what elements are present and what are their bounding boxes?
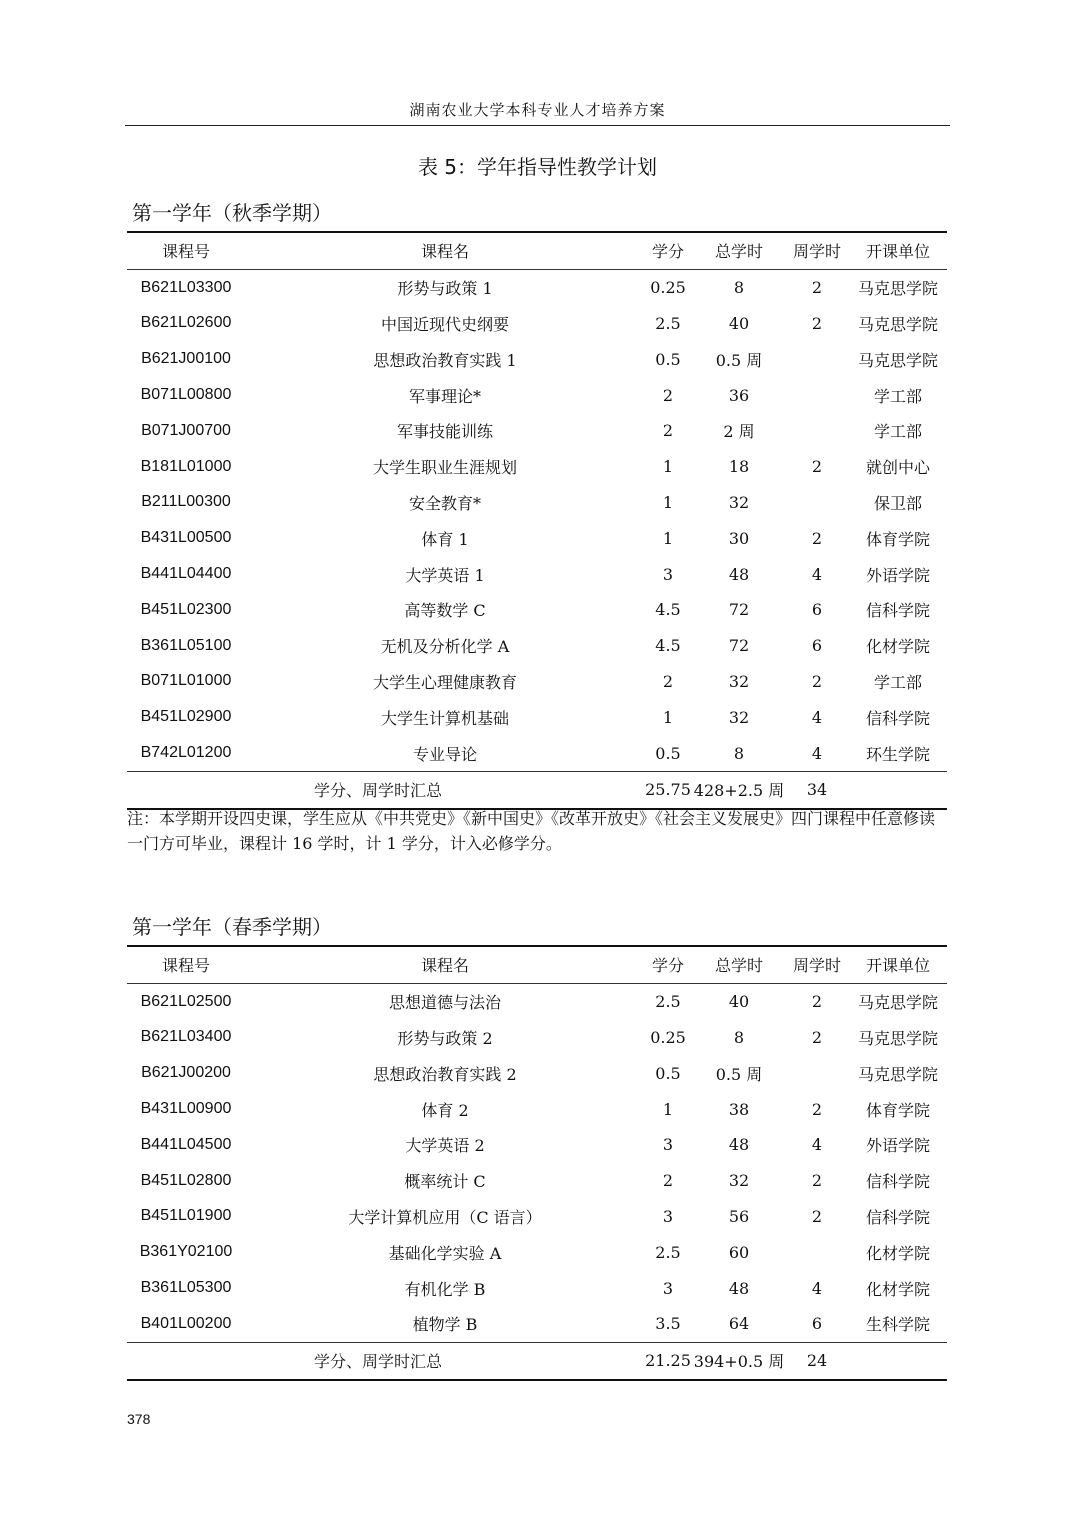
course-weekly-hours: 4 xyxy=(811,707,823,727)
course-unit: 信科学院 xyxy=(865,708,930,728)
course-total-hours: 38 xyxy=(728,1099,750,1119)
course-name: 体育 2 xyxy=(421,1100,469,1120)
course-credit: 1 xyxy=(662,1099,674,1119)
course-weekly-hours: 6 xyxy=(811,636,823,656)
course-weekly-hours xyxy=(779,341,855,377)
table-caption: 表 5：学年指导性教学计划 xyxy=(417,155,658,179)
course-weekly-hours xyxy=(779,413,855,449)
course-code: B621L03300 xyxy=(140,278,232,296)
course-weekly-hours xyxy=(779,377,855,413)
course-unit: 马克思学院 xyxy=(857,314,938,334)
course-credit: 1 xyxy=(662,528,674,548)
summary-weekly-hours: 24 xyxy=(806,1351,828,1371)
course-credit: 3 xyxy=(662,1278,674,1298)
table-row xyxy=(127,592,947,628)
course-total-hours: 2 周 xyxy=(723,422,755,442)
course-total-hours: 0.5 周 xyxy=(715,1064,763,1084)
column-header-total-hours: 总学时 xyxy=(714,956,763,976)
table-header-row xyxy=(127,947,947,983)
course-total-hours: 56 xyxy=(728,1206,750,1226)
course-code: B621L02600 xyxy=(140,314,232,332)
course-total-hours: 48 xyxy=(728,1278,750,1298)
course-weekly-hours: 4 xyxy=(811,1278,823,1298)
summary-row xyxy=(127,1343,947,1379)
course-unit: 生科学院 xyxy=(865,1315,930,1335)
course-unit: 保卫部 xyxy=(873,493,922,513)
course-unit: 马克思学院 xyxy=(857,1028,938,1048)
course-weekly-hours: 2 xyxy=(811,1027,823,1047)
course-weekly-hours xyxy=(779,1234,855,1270)
course-name: 军事技能训练 xyxy=(396,422,493,442)
autumn-table xyxy=(127,231,947,810)
course-credit: 4.5 xyxy=(655,636,681,656)
course-total-hours: 48 xyxy=(728,564,750,584)
course-total-hours: 30 xyxy=(728,528,750,548)
table-row xyxy=(127,1234,947,1270)
course-unit: 外语学院 xyxy=(865,1136,930,1156)
course-code: B451L02300 xyxy=(140,600,232,618)
table-row xyxy=(127,1055,947,1091)
course-code: B621J00200 xyxy=(141,1064,231,1082)
summary-total-hours: 428+2.5 周 xyxy=(693,781,785,801)
course-total-hours: 40 xyxy=(728,313,750,333)
course-credit: 1 xyxy=(662,457,674,477)
course-weekly-hours: 6 xyxy=(811,600,823,620)
course-code: B071L00800 xyxy=(140,386,232,404)
course-credit: 2 xyxy=(662,385,674,405)
column-header-weekly-hours: 周学时 xyxy=(792,956,841,976)
course-weekly-hours: 2 xyxy=(811,528,823,548)
course-credit: 0.5 xyxy=(655,743,681,763)
course-code: B361L05300 xyxy=(140,1279,232,1297)
course-name: 大学生心理健康教育 xyxy=(372,672,517,692)
course-weekly-hours: 4 xyxy=(811,743,823,763)
page-header: 湖南农业大学本科专业人才培养方案 xyxy=(409,101,666,119)
course-name: 思想道德与法治 xyxy=(388,993,501,1013)
course-code: B621L03400 xyxy=(140,1028,232,1046)
summary-total-hours: 394+0.5 周 xyxy=(693,1352,785,1372)
course-weekly-hours: 2 xyxy=(811,313,823,333)
table-row xyxy=(127,1020,947,1056)
course-code: B361Y02100 xyxy=(139,1243,233,1261)
column-header-name: 课程名 xyxy=(420,956,469,976)
column-header-code: 课程号 xyxy=(161,956,210,976)
course-unit: 化材学院 xyxy=(865,1243,930,1263)
table-row xyxy=(127,1199,947,1235)
course-credit: 3 xyxy=(662,1206,674,1226)
course-unit: 学工部 xyxy=(873,386,922,406)
table-row xyxy=(127,306,947,342)
course-weekly-hours: 2 xyxy=(811,457,823,477)
course-name: 思想政治教育实践 1 xyxy=(373,350,517,370)
course-name: 军事理论* xyxy=(408,386,481,406)
table-row xyxy=(127,556,947,592)
course-total-hours: 0.5 周 xyxy=(715,350,763,370)
course-credit: 1 xyxy=(662,707,674,727)
summary-credit: 25.75 xyxy=(645,780,691,800)
course-total-hours: 36 xyxy=(728,385,750,405)
table-row xyxy=(127,628,947,664)
course-total-hours: 72 xyxy=(728,600,750,620)
course-credit: 1 xyxy=(662,492,674,512)
course-credit: 3 xyxy=(662,564,674,584)
course-weekly-hours: 6 xyxy=(811,1314,823,1334)
table-row xyxy=(127,270,947,306)
table-row xyxy=(127,664,947,700)
course-unit: 马克思学院 xyxy=(857,1064,938,1084)
column-header-weekly-hours: 周学时 xyxy=(792,242,841,262)
summary-credit: 21.25 xyxy=(645,1351,691,1371)
table-row xyxy=(127,520,947,556)
course-name: 有机化学 B xyxy=(404,1279,486,1299)
course-total-hours: 8 xyxy=(733,743,745,763)
course-total-hours: 48 xyxy=(728,1135,750,1155)
course-unit: 体育学院 xyxy=(865,1100,930,1120)
course-name: 专业导论 xyxy=(412,744,477,764)
course-credit: 2.5 xyxy=(655,992,681,1012)
course-total-hours: 32 xyxy=(728,707,750,727)
autumn-section-title: 第一学年（秋季学期） xyxy=(132,201,332,225)
course-unit: 信科学院 xyxy=(865,601,930,621)
course-credit: 0.5 xyxy=(655,349,681,369)
column-header-credit: 学分 xyxy=(651,242,684,262)
course-code: B071L01000 xyxy=(140,672,232,690)
course-credit: 0.25 xyxy=(650,1027,686,1047)
course-code: B742L01200 xyxy=(140,744,232,762)
table-row xyxy=(127,1270,947,1306)
course-code: B181L01000 xyxy=(140,457,232,475)
course-name: 植物学 B xyxy=(412,1315,478,1335)
course-unit: 化材学院 xyxy=(865,637,930,657)
course-name: 大学生计算机基础 xyxy=(380,708,509,728)
course-total-hours: 18 xyxy=(728,457,750,477)
course-unit: 化材学院 xyxy=(865,1279,930,1299)
course-code: B071J00700 xyxy=(141,421,231,439)
course-credit: 2 xyxy=(662,1171,674,1191)
course-credit: 2 xyxy=(662,421,674,441)
table-header-row xyxy=(127,233,947,269)
course-name: 体育 1 xyxy=(421,529,469,549)
course-weekly-hours: 2 xyxy=(811,1099,823,1119)
course-weekly-hours xyxy=(779,485,855,521)
summary-label: 学分、周学时汇总 xyxy=(314,781,443,801)
course-unit: 信科学院 xyxy=(865,1207,930,1227)
course-name: 大学生职业生涯规划 xyxy=(372,458,517,478)
course-unit: 马克思学院 xyxy=(857,350,938,370)
course-unit: 学工部 xyxy=(873,672,922,692)
course-credit: 2 xyxy=(662,671,674,691)
course-code: B441L04500 xyxy=(140,1135,232,1153)
course-unit: 就创中心 xyxy=(865,458,930,478)
course-total-hours: 32 xyxy=(728,671,750,691)
course-name: 思想政治教育实践 2 xyxy=(373,1064,517,1084)
course-weekly-hours: 2 xyxy=(811,1171,823,1191)
table-row xyxy=(127,377,947,413)
page-number: 378 xyxy=(127,1411,151,1427)
course-unit: 马克思学院 xyxy=(857,993,938,1013)
summary-label: 学分、周学时汇总 xyxy=(314,1352,443,1372)
course-total-hours: 8 xyxy=(733,1027,745,1047)
course-unit: 马克思学院 xyxy=(857,279,938,299)
course-name: 大学英语 2 xyxy=(405,1136,485,1156)
column-header-code: 课程号 xyxy=(161,242,210,262)
table-row xyxy=(127,1306,947,1342)
course-code: B451L02900 xyxy=(140,708,232,726)
autumn-note: 注：本学期开设四史课，学生应从《中共党史》《新中国史》《改革开放史》《社会主义发展史》四门课程中任意修读一门方可毕业，课程计 16 学时，计 1 学分，计入必修学分。 xyxy=(127,809,936,853)
course-total-hours: 32 xyxy=(728,492,750,512)
course-credit: 3 xyxy=(662,1135,674,1155)
course-total-hours: 60 xyxy=(728,1242,750,1262)
course-credit: 2.5 xyxy=(655,1242,681,1262)
course-unit: 学工部 xyxy=(873,422,922,442)
column-header-unit: 开课单位 xyxy=(865,956,930,976)
table-row xyxy=(127,449,947,485)
table-row xyxy=(127,699,947,735)
course-credit: 2.5 xyxy=(655,313,681,333)
column-header-unit: 开课单位 xyxy=(865,242,930,262)
table-bottom-rule xyxy=(127,1379,947,1381)
course-unit: 体育学院 xyxy=(865,529,930,549)
course-code: B431L00500 xyxy=(140,529,232,547)
course-unit: 信科学院 xyxy=(865,1172,930,1192)
column-header-name: 课程名 xyxy=(420,242,469,262)
column-header-credit: 学分 xyxy=(651,956,684,976)
table-row xyxy=(127,984,947,1020)
course-name: 中国近现代史纲要 xyxy=(380,314,509,334)
course-total-hours: 32 xyxy=(728,1171,750,1191)
course-name: 大学计算机应用（C 语言） xyxy=(348,1207,542,1227)
course-name: 安全教育* xyxy=(408,493,481,513)
column-header-total-hours: 总学时 xyxy=(714,242,763,262)
course-credit: 4.5 xyxy=(655,600,681,620)
course-total-hours: 64 xyxy=(728,1314,750,1334)
course-code: B441L04400 xyxy=(140,565,232,583)
course-name: 高等数学 C xyxy=(404,601,486,621)
course-unit: 环生学院 xyxy=(865,744,930,764)
course-name: 大学英语 1 xyxy=(405,565,485,585)
course-name: 形势与政策 1 xyxy=(397,279,493,299)
course-weekly-hours: 4 xyxy=(811,1135,823,1155)
course-weekly-hours: 2 xyxy=(811,1206,823,1226)
course-credit: 0.5 xyxy=(655,1063,681,1083)
course-code: B401L00200 xyxy=(140,1314,232,1332)
course-total-hours: 40 xyxy=(728,992,750,1012)
course-weekly-hours: 2 xyxy=(811,992,823,1012)
course-unit: 外语学院 xyxy=(865,565,930,585)
course-name: 概率统计 C xyxy=(404,1172,486,1192)
course-code: B431L00900 xyxy=(140,1100,232,1118)
course-credit: 0.25 xyxy=(650,278,686,298)
course-total-hours: 72 xyxy=(728,636,750,656)
spring-section-title: 第一学年（春季学期） xyxy=(132,915,332,939)
course-code: B361L05100 xyxy=(140,636,232,654)
course-name: 形势与政策 2 xyxy=(397,1028,493,1048)
spring-table-body xyxy=(127,984,947,1342)
course-total-hours: 8 xyxy=(733,278,745,298)
table-row xyxy=(127,1127,947,1163)
course-credit: 3.5 xyxy=(655,1314,681,1334)
course-weekly-hours: 2 xyxy=(811,671,823,691)
course-weekly-hours: 4 xyxy=(811,564,823,584)
header-rule xyxy=(125,125,950,126)
course-weekly-hours: 2 xyxy=(811,278,823,298)
course-code: B211L00300 xyxy=(141,493,231,511)
table-row xyxy=(127,735,947,771)
course-code: B621J00100 xyxy=(141,350,231,368)
summary-weekly-hours: 34 xyxy=(806,780,828,800)
summary-row xyxy=(127,772,947,808)
table-row xyxy=(127,1163,947,1199)
table-row xyxy=(127,485,947,521)
course-code: B451L01900 xyxy=(140,1207,232,1225)
autumn-table-body xyxy=(127,270,947,771)
table-row xyxy=(127,341,947,377)
course-name: 基础化学实验 A xyxy=(388,1243,502,1263)
spring-table xyxy=(127,945,947,1381)
course-name: 无机及分析化学 A xyxy=(380,637,510,657)
course-weekly-hours xyxy=(779,1055,855,1091)
course-code: B451L02800 xyxy=(140,1171,232,1189)
course-code: B621L02500 xyxy=(140,992,232,1010)
table-row xyxy=(127,1091,947,1127)
table-row xyxy=(127,413,947,449)
